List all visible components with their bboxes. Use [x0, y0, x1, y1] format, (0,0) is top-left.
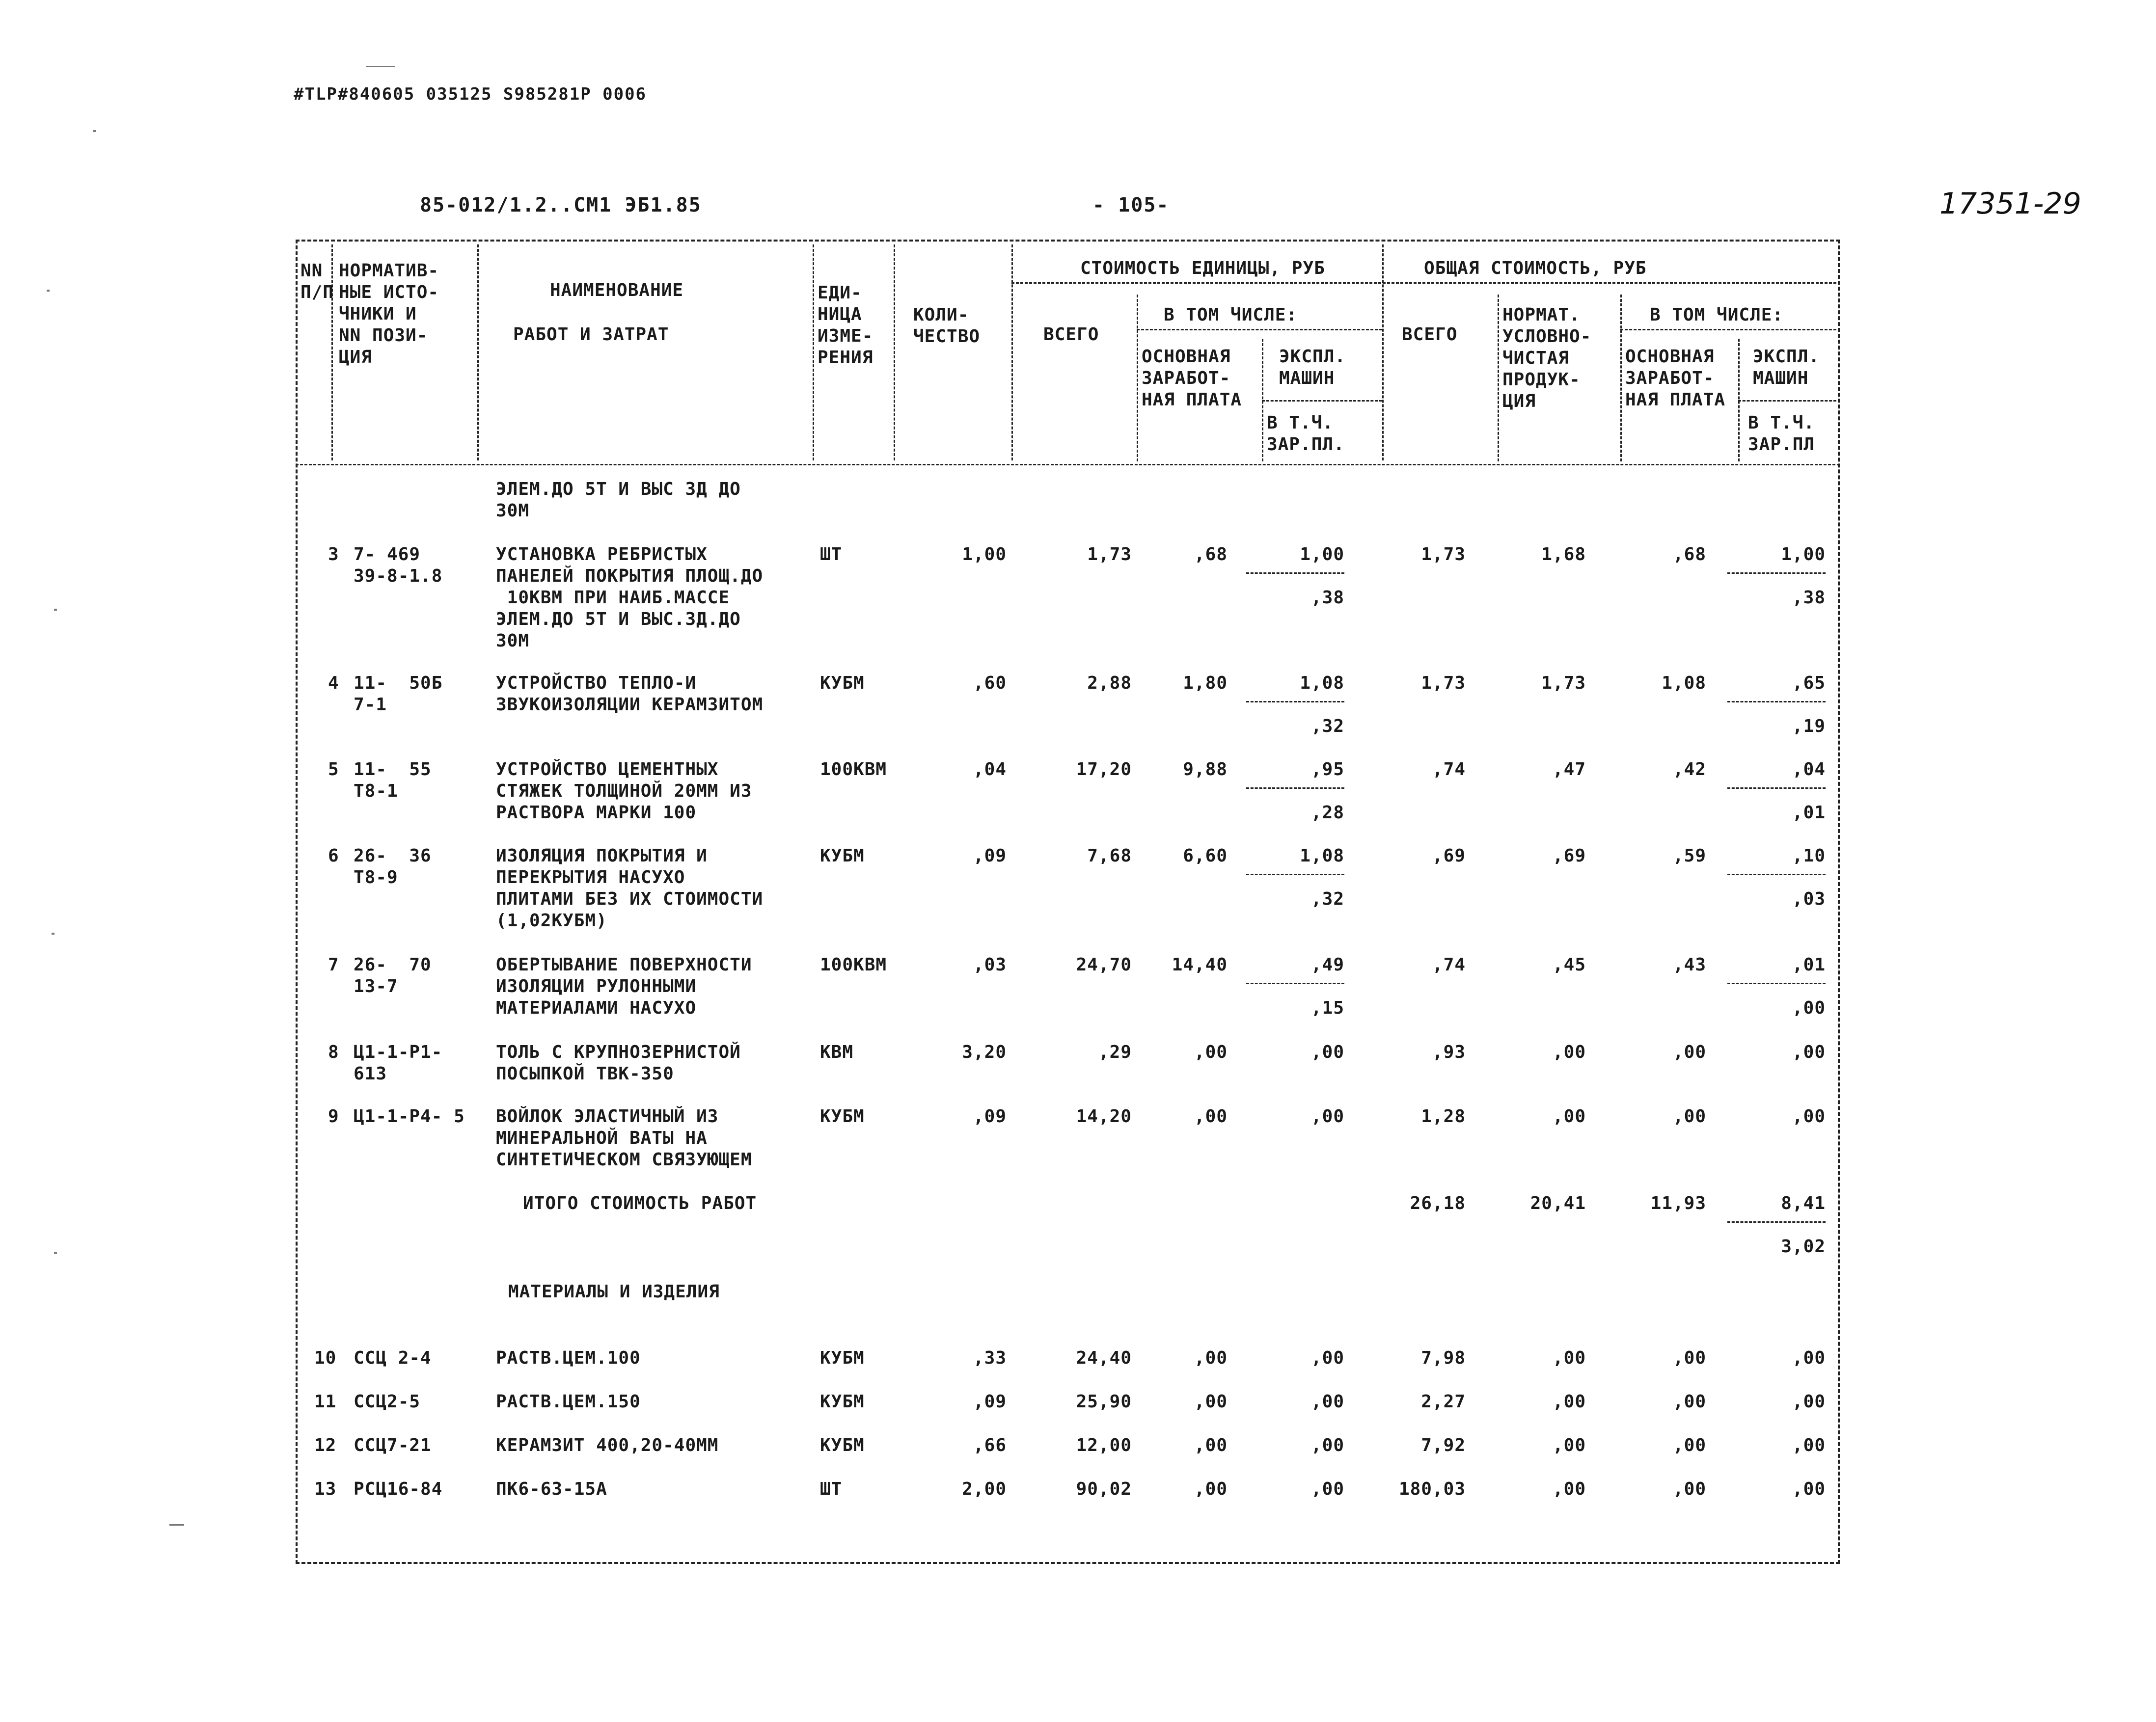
row-code: ССЦ 2-4 [354, 1348, 432, 1368]
row-name: РАСТВ.ЦЕМ.150 [496, 1392, 641, 1412]
row-name: ПАНЕЛЕЙ ПОКРЫТИЯ ПЛОЩ.ДО [496, 566, 764, 586]
header-qty: КОЛИ- ЧЕСТВО [913, 305, 981, 347]
scan-speck [93, 130, 96, 132]
row-name: ПЕРЕКРЫТИЯ НАСУХО [496, 867, 685, 888]
row-total-norm: ,00 [1552, 1392, 1586, 1412]
row-qty: ,60 [973, 673, 1007, 693]
total-norm: 20,41 [1530, 1193, 1586, 1213]
row-total-ekspl: ,00 [1792, 1435, 1826, 1455]
total-ekspl-zarplata: 3,02 [1781, 1237, 1826, 1257]
ekspl-separator [1727, 701, 1826, 702]
row-code: 7- 469 [354, 544, 421, 565]
row-name: РАСТВОРА МАРКИ 100 [496, 803, 697, 823]
row-unit-cost: 2,88 [1087, 673, 1132, 693]
row-unit-ekspl: 1,08 [1300, 846, 1344, 866]
header-total-cost: ОБЩАЯ СТОИМОСТЬ, РУБ [1424, 258, 1647, 278]
row-name: УСТАНОВКА РЕБРИСТЫХ [496, 544, 708, 565]
row-qty: ,03 [973, 955, 1007, 975]
total-zarplata: 11,93 [1650, 1193, 1706, 1213]
row-total-cost: 1,73 [1421, 544, 1466, 565]
row-total-norm: ,00 [1552, 1479, 1586, 1499]
row-unit: КУБМ [820, 1348, 865, 1368]
header-divider [296, 464, 1840, 465]
row-total-norm: ,00 [1552, 1348, 1586, 1368]
row-code: Ц1-1-Р1- [354, 1042, 443, 1062]
header-total-norm-chist: НОРМАТ. УСЛОВНО- ЧИСТАЯ ПРОДУК- ЦИЯ [1502, 305, 1592, 411]
row-unit: ШТ [820, 1479, 843, 1499]
row-total-norm: ,69 [1552, 846, 1586, 866]
row-qty: ,33 [973, 1348, 1007, 1368]
carry-over-text: ЭЛЕМ.ДО 5Т И ВЫС ЗД ДО 30М [496, 479, 741, 521]
header-unit: ЕДИ- НИЦА ИЗМЕ- РЕНИЯ [818, 283, 873, 368]
row-code: 26- 36 [354, 846, 432, 866]
row-unit-ekspl: ,00 [1310, 1479, 1344, 1499]
row-number: 5 [328, 759, 339, 780]
row-unit-cost: 90,02 [1076, 1479, 1132, 1499]
row-unit: КУБМ [820, 1435, 865, 1455]
row-name: ВОЙЛОК ЭЛАСТИЧНЫЙ ИЗ [496, 1106, 719, 1127]
materials-section-title: МАТЕРИАЛЫ И ИЗДЕЛИЯ [508, 1282, 720, 1302]
row-total-cost: 7,92 [1421, 1435, 1466, 1455]
scan-speck [366, 66, 395, 67]
row-total-ekspl: ,10 [1792, 846, 1826, 866]
row-qty: ,09 [973, 846, 1007, 866]
row-unit-ekspl-zarplata: ,38 [1310, 588, 1344, 608]
row-qty: 3,20 [962, 1042, 1007, 1062]
row-name: ИЗОЛЯЦИИ РУЛОННЫМИ [496, 976, 697, 996]
row-name: ПОСЫПКОЙ ТВК-350 [496, 1064, 674, 1084]
col-divider [1620, 295, 1622, 461]
row-number: 12 [314, 1435, 337, 1455]
scan-speck [54, 1252, 57, 1254]
scan-speck [169, 1524, 184, 1526]
row-unit-ekspl: ,00 [1310, 1435, 1344, 1455]
row-total-cost: ,69 [1432, 846, 1466, 866]
row-unit-zarplata: ,00 [1194, 1435, 1228, 1455]
row-total-cost: ,93 [1432, 1042, 1466, 1062]
row-name: КЕРАМЗИТ 400,20-40ММ [496, 1435, 719, 1455]
col-divider [1498, 295, 1499, 461]
row-unit-zarplata: ,00 [1194, 1348, 1228, 1368]
row-code: Т8-1 [354, 781, 398, 801]
ekspl-separator [1246, 572, 1344, 574]
row-name: ЗВУКОИЗОЛЯЦИИ КЕРАМЗИТОМ [496, 695, 764, 715]
row-total-zarplata: ,00 [1672, 1392, 1706, 1412]
unit-ekspl-divider [1262, 400, 1382, 402]
ekspl-separator [1246, 874, 1344, 875]
row-unit: КУБМ [820, 673, 865, 693]
row-unit-ekspl: ,00 [1310, 1348, 1344, 1368]
col-divider [1738, 339, 1740, 461]
row-number: 7 [328, 955, 339, 975]
row-name: (1,02КУБМ) [496, 911, 607, 931]
row-total-cost: 180,03 [1398, 1479, 1466, 1499]
row-name: ИЗОЛЯЦИЯ ПОКРЫТИЯ И [496, 846, 708, 866]
row-total-zarplata: ,68 [1672, 544, 1706, 565]
row-total-ekspl-zarplata: ,03 [1792, 889, 1826, 909]
ekspl-separator [1246, 983, 1344, 984]
row-name: МИНЕРАЛЬНОЙ ВАТЫ НА [496, 1128, 708, 1148]
row-unit-zarplata: 14,40 [1172, 955, 1228, 975]
row-code: Ц1-1-Р4- 5 [354, 1106, 465, 1127]
row-total-norm: ,45 [1552, 955, 1586, 975]
col-divider [1137, 295, 1138, 461]
row-unit-cost: 17,20 [1076, 759, 1132, 780]
row-code: ССЦ7-21 [354, 1435, 432, 1455]
row-total-zarplata: ,00 [1672, 1348, 1706, 1368]
row-total-zarplata: ,00 [1672, 1106, 1706, 1127]
row-total-ekspl: ,00 [1792, 1042, 1826, 1062]
row-code: 13-7 [354, 976, 398, 996]
document-code: 85-012/1.2..СМ1 ЭБ1.85 [420, 194, 702, 216]
row-unit-zarplata: ,68 [1194, 544, 1228, 565]
row-code: 7-1 [354, 695, 387, 715]
row-unit: КВМ [820, 1042, 854, 1062]
row-unit-cost: 14,20 [1076, 1106, 1132, 1127]
col-divider [813, 244, 814, 460]
row-unit-ekspl: 1,08 [1300, 673, 1344, 693]
header-name: НАИМЕНОВАНИЕ [550, 280, 684, 300]
row-total-zarplata: ,00 [1672, 1435, 1706, 1455]
row-unit-cost: 24,40 [1076, 1348, 1132, 1368]
row-unit-ekspl: 1,00 [1300, 544, 1344, 565]
row-unit: КУБМ [820, 1392, 865, 1412]
row-code: Т8-9 [354, 867, 398, 888]
ekspl-separator [1727, 874, 1826, 875]
row-total-zarplata: ,00 [1672, 1042, 1706, 1062]
row-unit-ekspl-zarplata: ,32 [1310, 889, 1344, 909]
total-cost: 26,18 [1410, 1193, 1466, 1213]
row-qty: ,09 [973, 1392, 1007, 1412]
row-total-cost: 1,73 [1421, 673, 1466, 693]
unit-cost-group-divider [1011, 282, 1836, 284]
header-total-v-t-ch: В Т.Ч. ЗАР.ПЛ [1748, 413, 1815, 455]
row-unit-zarplata: ,00 [1194, 1042, 1228, 1062]
header-total-v-tom-chisle: В ТОМ ЧИСЛЕ: [1650, 305, 1784, 325]
row-name: ОБЕРТЫВАНИЕ ПОВЕРХНОСТИ [496, 955, 752, 975]
row-code: 26- 70 [354, 955, 432, 975]
row-unit: КУБМ [820, 1106, 865, 1127]
row-unit-cost: 12,00 [1076, 1435, 1132, 1455]
scan-speck [54, 609, 57, 611]
row-total-ekspl: ,65 [1792, 673, 1826, 693]
row-unit-zarplata: ,00 [1194, 1106, 1228, 1127]
ekspl-separator [1727, 787, 1826, 789]
document-id: #TLP#840605 035125 S985281P 0006 [294, 84, 647, 104]
total-ekspl-separator [1727, 1221, 1826, 1223]
row-unit-ekspl-zarplata: ,28 [1310, 803, 1344, 823]
row-name: ПК6-63-15А [496, 1479, 607, 1499]
total-label: ИТОГО СТОИМОСТЬ РАБОТ [523, 1193, 757, 1213]
row-unit-ekspl-zarplata: ,32 [1310, 716, 1344, 736]
row-total-norm: ,00 [1552, 1435, 1586, 1455]
row-unit-zarplata: 6,60 [1183, 846, 1228, 866]
row-unit-ekspl: ,00 [1310, 1392, 1344, 1412]
row-unit-zarplata: 9,88 [1183, 759, 1228, 780]
row-code: РСЦ16-84 [354, 1479, 443, 1499]
row-name: ТОЛЬ С КРУПНОЗЕРНИСТОЙ [496, 1042, 741, 1062]
row-unit-cost: 24,70 [1076, 955, 1132, 975]
row-unit-zarplata: ,00 [1194, 1479, 1228, 1499]
total-ekspl-divider [1738, 400, 1836, 402]
ekspl-separator [1727, 983, 1826, 984]
ekspl-separator [1246, 701, 1344, 702]
row-name: РАСТВ.ЦЕМ.100 [496, 1348, 641, 1368]
row-name: МАТЕРИАЛАМИ НАСУХО [496, 998, 697, 1018]
scan-speck [47, 290, 50, 292]
row-unit-ekspl: ,00 [1310, 1106, 1344, 1127]
row-unit-ekspl: ,00 [1310, 1042, 1344, 1062]
ekspl-separator [1246, 787, 1344, 789]
header-total-ekspl: ЭКСПЛ. МАШИН [1753, 347, 1820, 388]
row-unit-zarplata: 1,80 [1183, 673, 1228, 693]
row-unit-ekspl: ,95 [1310, 759, 1344, 780]
row-unit-cost: 25,90 [1076, 1392, 1132, 1412]
ekspl-separator [1727, 572, 1826, 574]
row-name: 10КВМ ПРИ НАИБ.МАССЕ [496, 588, 730, 608]
row-code: 11- 55 [354, 759, 432, 780]
row-name: СИНТЕТИЧЕСКОМ СВЯЗУЮЩЕМ [496, 1150, 752, 1170]
header-unit-osn-zarplata: ОСНОВНАЯ ЗАРАБОТ- НАЯ ПЛАТА [1142, 347, 1242, 410]
row-total-ekspl: 1,00 [1781, 544, 1826, 565]
row-total-norm: ,47 [1552, 759, 1586, 780]
row-code: 613 [354, 1064, 387, 1084]
row-name: СТЯЖЕК ТОЛЩИНОЙ 20ММ ИЗ [496, 781, 752, 801]
header-nn: NN П/П [300, 261, 334, 302]
total-subheader-divider [1620, 329, 1836, 330]
row-total-cost: ,74 [1432, 759, 1466, 780]
row-unit-ekspl-zarplata: ,15 [1310, 998, 1344, 1018]
row-qty: ,04 [973, 759, 1007, 780]
header-unit-ekspl: ЭКСПЛ. МАШИН [1279, 347, 1346, 388]
header-unit-v-t-ch: В Т.Ч. ЗАР.ПЛ. [1267, 413, 1345, 455]
row-number: 8 [328, 1042, 339, 1062]
row-total-zarplata: ,00 [1672, 1479, 1706, 1499]
row-unit: КУБМ [820, 846, 865, 866]
col-divider [1262, 339, 1263, 461]
row-unit-cost: 7,68 [1087, 846, 1132, 866]
row-total-ekspl-zarplata: ,00 [1792, 998, 1826, 1018]
row-total-cost: 7,98 [1421, 1348, 1466, 1368]
row-total-norm: 1,73 [1541, 673, 1586, 693]
row-number: 9 [328, 1106, 339, 1127]
row-total-ekspl-zarplata: ,01 [1792, 803, 1826, 823]
row-number: 6 [328, 846, 339, 866]
col-divider [1011, 244, 1013, 460]
row-qty: 1,00 [962, 544, 1007, 565]
row-number: 10 [314, 1348, 337, 1368]
row-total-ekspl: ,00 [1792, 1106, 1826, 1127]
row-name: УСТРОЙСТВО ТЕПЛО-И [496, 673, 697, 693]
row-number: 4 [328, 673, 339, 693]
row-qty: ,09 [973, 1106, 1007, 1127]
row-qty: 2,00 [962, 1479, 1007, 1499]
row-total-cost: 2,27 [1421, 1392, 1466, 1412]
header-normative: НОРМАТИВ- НЫЕ ИСТО- ЧНИКИ И NN ПОЗИ- ЦИЯ [339, 261, 439, 367]
row-qty: ,66 [973, 1435, 1007, 1455]
header-total-osn-zarplata: ОСНОВНАЯ ЗАРАБОТ- НАЯ ПЛАТА [1625, 347, 1726, 410]
row-total-ekspl: ,00 [1792, 1348, 1826, 1368]
row-unit-ekspl: ,49 [1310, 955, 1344, 975]
row-unit-zarplata: ,00 [1194, 1392, 1228, 1412]
header-unit-v-tom-chisle: В ТОМ ЧИСЛЕ: [1164, 305, 1298, 325]
row-total-norm: ,00 [1552, 1106, 1586, 1127]
row-total-cost: 1,28 [1421, 1106, 1466, 1127]
col-divider [477, 244, 479, 460]
row-total-zarplata: ,42 [1672, 759, 1706, 780]
archive-stamp-number: 17351-29 [1939, 187, 2081, 221]
row-unit: 100КВМ [820, 955, 887, 975]
row-code: 39-8-1.8 [354, 566, 443, 586]
row-number: 11 [314, 1392, 337, 1412]
col-divider [894, 244, 895, 460]
row-total-norm: ,00 [1552, 1042, 1586, 1062]
row-unit-cost: 1,73 [1087, 544, 1132, 565]
row-code: ССЦ2-5 [354, 1392, 421, 1412]
unit-subheader-divider [1137, 329, 1382, 330]
col-divider [1382, 244, 1384, 460]
row-code: 11- 50Б [354, 673, 443, 693]
row-total-ekspl-zarplata: ,19 [1792, 716, 1826, 736]
row-total-zarplata: ,43 [1672, 955, 1706, 975]
row-unit: 100КВМ [820, 759, 887, 780]
row-total-ekspl-zarplata: ,38 [1792, 588, 1826, 608]
row-unit-cost: ,29 [1098, 1042, 1132, 1062]
row-total-ekspl: ,01 [1792, 955, 1826, 975]
header-unit-vsego: ВСЕГО [1043, 324, 1099, 345]
page-number: - 105- [1092, 194, 1170, 216]
row-name: ЭЛЕМ.ДО 5Т И ВЫС.ЗД.ДО [496, 609, 741, 629]
row-unit: ШТ [820, 544, 843, 565]
row-total-ekspl: ,00 [1792, 1392, 1826, 1412]
row-number: 13 [314, 1479, 337, 1499]
row-name: УСТРОЙСТВО ЦЕМЕНТНЫХ [496, 759, 719, 780]
row-total-ekspl: ,04 [1792, 759, 1826, 780]
row-total-zarplata: 1,08 [1662, 673, 1706, 693]
row-name: 30М [496, 631, 530, 651]
header-name-2: РАБОТ И ЗАТРАТ [513, 324, 669, 345]
row-total-ekspl: ,00 [1792, 1479, 1826, 1499]
row-name: ПЛИТАМИ БЕЗ ИХ СТОИМОСТИ [496, 889, 764, 909]
row-total-zarplata: ,59 [1672, 846, 1706, 866]
row-total-norm: 1,68 [1541, 544, 1586, 565]
row-total-cost: ,74 [1432, 955, 1466, 975]
header-total-vsego: ВСЕГО [1402, 324, 1458, 345]
scan-speck [52, 933, 55, 935]
header-unit-cost: СТОИМОСТЬ ЕДИНИЦЫ, РУБ [1080, 258, 1325, 278]
total-ekspl: 8,41 [1781, 1193, 1826, 1213]
row-number: 3 [328, 544, 339, 565]
